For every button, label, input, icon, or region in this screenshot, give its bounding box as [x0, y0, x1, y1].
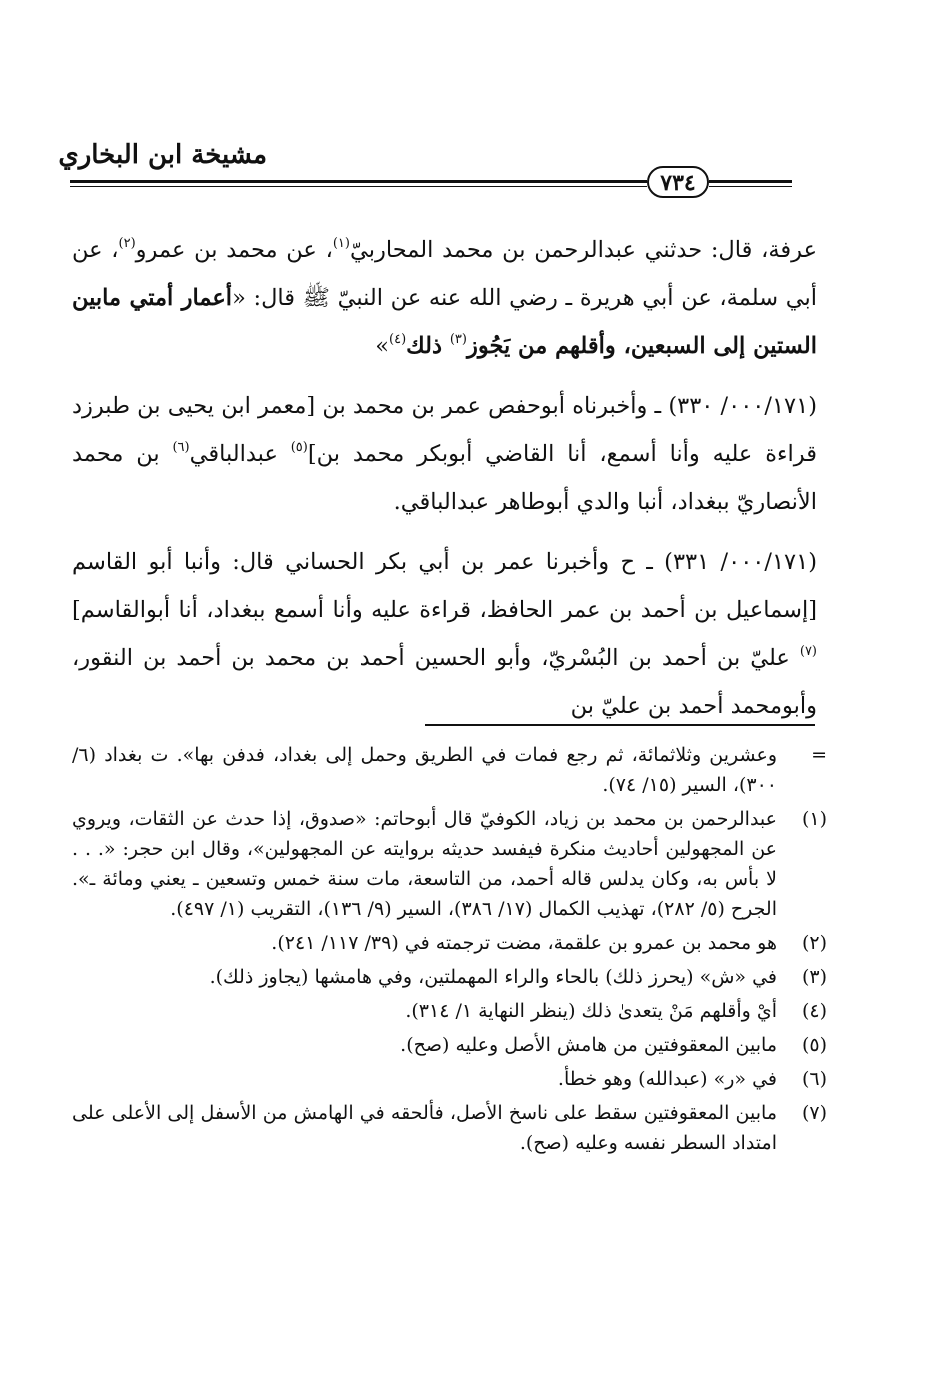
text-run: عرفة، قال: حدثني عبدالرحمن بن محمد المحاربيّ: [349, 237, 817, 263]
footnote-text: هو محمد بن عمرو بن علقمة، مضت ترجمته في (٣٩/ ١١٧/ ٢٤١).: [271, 932, 777, 954]
footnote-text: وعشرين وثلاثمائة، ثم رجع فمات في الطريق وحمل إلى بغداد، فدفن بها». ت بغداد (٦/ ٣٠٠)، السير (١٥/ ٧٤).: [72, 744, 777, 796]
footnote-ref-4: (٤): [389, 332, 407, 347]
footnote-ref-7: (٧): [799, 644, 817, 659]
main-text: [72, 226, 817, 742]
footnote-text: في «ر» (عبدالله) وهو خطأ.: [557, 1068, 777, 1090]
header-rule-right-thin: [709, 186, 792, 187]
footnote-number: (٣): [801, 966, 827, 988]
footnote-text: في «ش» (يحرز ذلك) بالحاء والراء المهملتين، وفي هامشها (يجاوز ذلك).: [209, 966, 777, 988]
footnote-ref-6: (٦): [172, 440, 190, 455]
text-run: (٠٠٠/١٧١/ ٣٣٠) ـ وأخبرناه أبوحفص عمر بن محمد بن [معمر ابن يحيى بن طبرزد قراءة عليه وأنا أسمع، أنا القاضي أبوبكر محمد بن]: [72, 393, 818, 467]
running-title: مشيخة ابن البخاري: [58, 140, 267, 170]
footnote-number: =: [811, 744, 827, 766]
hadith-text: أعمار أمتي مابين الستين إلى السبعين، وأقلهم من يَجُوز: [72, 285, 817, 359]
text-run: عليّ بن أحمد بن البُسْريّ، وأبو الحسين أحمد بن محمد بن أحمد بن النقور، وأبومحمد أحمد بن عليّ بن: [72, 645, 817, 719]
text-run: ، عن أبي سلمة، عن أبي هريرة ـ رضي الله عنه عن النبيّ ﷺ قال: «: [72, 237, 817, 311]
paragraph-2: [72, 382, 817, 526]
footnote-number: (٧): [801, 1102, 827, 1124]
footnote-4: [72, 996, 827, 1026]
text-run: عبدالباقي: [189, 441, 291, 467]
footnote-3: [72, 962, 827, 992]
header-rule-right: [709, 180, 792, 183]
header-rule-left: [70, 180, 647, 183]
text-run: »: [375, 333, 389, 359]
footnote-7: [72, 1098, 827, 1158]
header-rule-left-thin: [70, 186, 647, 187]
footnote-number: (٦): [801, 1068, 827, 1090]
footnote-5: [72, 1030, 827, 1060]
text-run: بن محمد الأنصاريّ ببغداد، أنبا والدي أبوطاهر عبدالباقي.: [72, 441, 817, 515]
footnotes: [72, 740, 827, 1162]
footnote-ref-2: (٢): [118, 236, 136, 251]
footnote-number: (٢): [801, 932, 827, 954]
footnote-text: عبدالرحمن بن محمد بن زياد، الكوفيّ قال أبوحاتم: «صدوق، إذا حدث عن الثقات، ويروي عن المجهولين أحاديث منكرة فيفسد حديثه بروايته عن المجهولين»، وقال ابن حجر: «. . . لا بأس به، وكان يدلس قاله أحمد، من التاسعة، مات سنة خمس وتسعين ـ يعني ومائة ـ». الجرح (٥/ ٢٨٢)، تهذيب الكمال (١٧/ ٣٨٦)، السير (٩/ ١٣٦)، التقريب (١/ ٤٩٧).: [72, 808, 777, 920]
paragraph-3: [72, 538, 817, 730]
footnote-text: مابين المعقوفتين من هامش الأصل وعليه (صح).: [400, 1034, 777, 1056]
footnote-ref-1: (١): [332, 236, 350, 251]
footnote-6: [72, 1064, 827, 1094]
footnote-text: أيْ وأقلهم مَنْ يتعدىٰ ذلك (ينظر النهاية ١/ ٣١٤).: [405, 1000, 777, 1022]
footnote-text: مابين المعقوفتين سقط على ناسخ الأصل، فألحقه في الهامش من الأسفل إلى الأعلى على امتداد السطر نفسه وعليه (صح).: [72, 1102, 777, 1154]
footnote-continued: [72, 740, 827, 800]
footnote-ref-3: (٣): [449, 332, 467, 347]
page-number: ٧٣٤: [647, 166, 709, 198]
footnote-2: [72, 928, 827, 958]
footnote-1: [72, 804, 827, 924]
footnote-number: (١): [801, 808, 827, 830]
footnote-number: (٤): [801, 1000, 827, 1022]
footnote-separator: [425, 724, 815, 726]
footnote-ref-5: (٥): [290, 440, 308, 455]
footnote-number: (٥): [801, 1034, 827, 1056]
text-run: (٠٠٠/١٧١/ ٣٣١) ـ ح وأخبرنا عمر بن أبي بكر الحساني قال: وأنبا أبو القاسم [إسماعيل بن أحمد بن عمر الحافظ، قراءة عليه وأنا أسمع ببغداد، أنا أبوالقاسم]: [72, 549, 817, 623]
hadith-text-end: ذلك: [406, 333, 450, 359]
paragraph-1: [72, 226, 817, 370]
text-run: ، عن محمد بن عمرو: [135, 237, 333, 263]
